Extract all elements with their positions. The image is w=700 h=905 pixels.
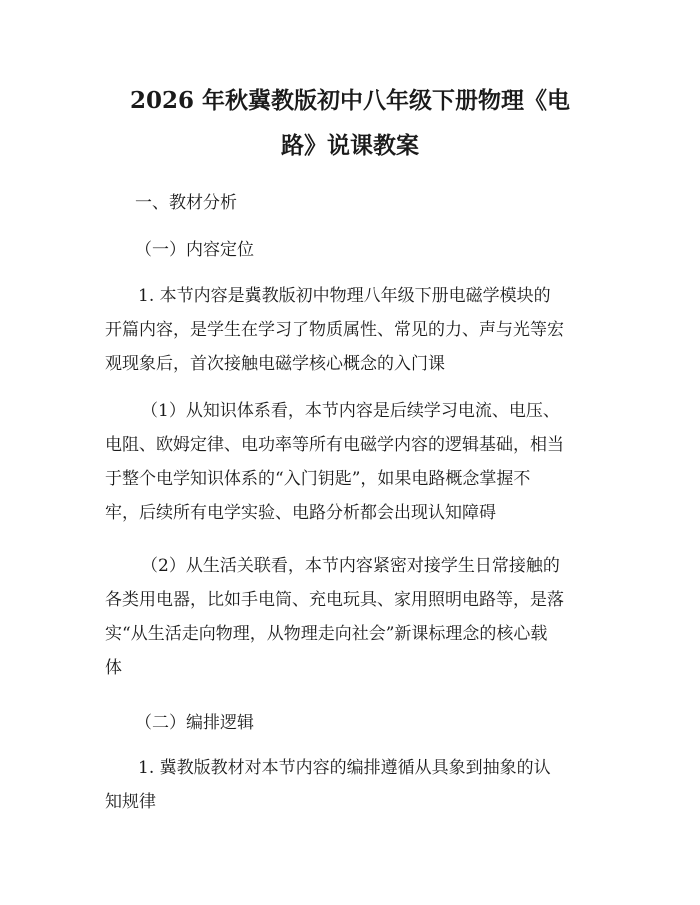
paragraph-2-line-2: 电阻、欧姆定律、电功率等所有电磁学内容的逻辑基础，相当 xyxy=(105,435,564,455)
paragraph-4-line-2: 知规律 xyxy=(105,792,156,812)
paragraph-4-line-1: 1. 冀教版教材对本节内容的编排遵循从具象到抽象的认 xyxy=(138,758,551,778)
document-title-line-1: 2026 年秋冀教版初中八年级下册物理《电 xyxy=(129,87,571,114)
paragraph-4 xyxy=(105,751,600,819)
paragraph-2-line-1: （1）从知识体系看，本节内容是后续学习电流、电压、 xyxy=(141,401,560,421)
paragraph-1-line-3: 观现象后，首次接触电磁学核心概念的入门课 xyxy=(105,354,445,374)
document-title-line-2: 路》说课教案 xyxy=(281,132,419,159)
paragraph-2 xyxy=(105,394,600,530)
paragraph-2-line-4: 牢，后续所有电学实验、电路分析都会出现认知障碍 xyxy=(105,503,496,523)
section-heading-textbook-analysis: 一、教材分析 xyxy=(135,193,237,213)
paragraph-3-line-4: 体 xyxy=(105,658,122,678)
subsection-heading-content-positioning: （一）内容定位 xyxy=(135,240,254,260)
paragraph-3-line-3: 实“从生活走向物理，从物理走向社会”新课标理念的核心载 xyxy=(105,624,548,644)
paragraph-3 xyxy=(105,549,600,685)
paragraph-2-line-3: 于整个电学知识体系的“入门钥匙”，如果电路概念掌握不 xyxy=(105,469,531,489)
paragraph-1-line-2: 开篇内容，是学生在学习了物质属性、常见的力、声与光等宏 xyxy=(105,320,564,340)
paragraph-1 xyxy=(105,279,600,381)
paragraph-1-line-1: 1. 本节内容是冀教版初中物理八年级下册电磁学模块的 xyxy=(138,286,551,306)
paragraph-3-line-2: 各类用电器，比如手电筒、充电玩具、家用照明电路等，是落 xyxy=(105,590,564,610)
paragraph-3-line-1: （2）从生活关联看，本节内容紧密对接学生日常接触的 xyxy=(141,556,560,576)
subsection-heading-layout-logic: （二）编排逻辑 xyxy=(135,713,254,733)
